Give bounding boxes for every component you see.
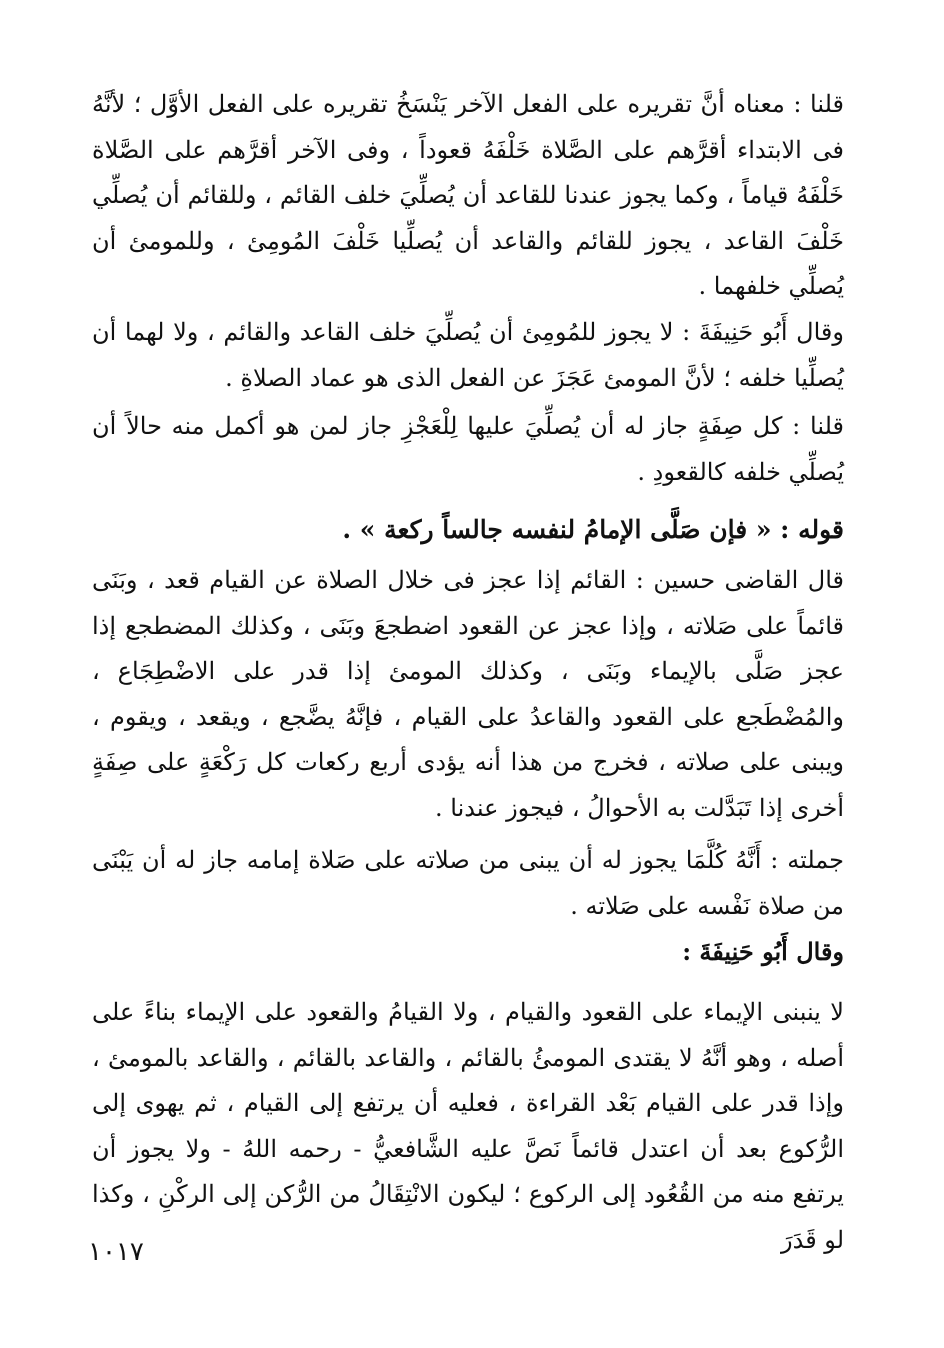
paragraph-2: وقال أَبُو حَنِيفَةَ : لا يجوز للمُومِئ أن يُصلِّيَ خلف القاعد والقائم ، ولا لهما أن يُصلِّيا خلفه ؛ لأنَّ المومئ عَجَزَ عن الفعل الذى هو عماد الصلاةِ . [92,318,844,392]
paragraph-6: لا ينبنى الإيماء على القعود والقيام ، ولا القيامُ والقعود على الإيماء بناءً على أصله ، وهو أنَّهُ لا يقتدى المومئُ بالقائم ، والقاعد بالقائم ، والقاعد بالمومئ ، وإذا قدر على القيام بَعْد القراءة ، فعليه أن يرتفع إلى القيام ، ثم يهوى إلى الرُّكوع بعد أن اعتدل قائماً نَصَّ عليه الشَّافعيُّ - رحمه اللهُ - ولا يجوز أن يرتفع منه من القُعُود إلى الركوع ؛ ليكون الانْتِقَالُ من الرُّكن إلى الركْنِ ، وكذا لو قَدَرَ [92,998,844,1254]
paragraph-1: قلنا : معناه أنَّ تقريره على الفعل الآخر يَنْسَخُ تقريره على الفعل الأوَّل ؛ لأنَّهُ فى الابتداء أقرَّهم على الصَّلاة خَلْفَهُ قعوداً ، وفى الآخر أقرَّهم على الصَّلاة خَلْفَهُ قياماً ، وكما يجوز عندنا للقاعد أن يُصلِّيَ خلف القائم ، وللقائم أن يُصلِّي خَلْفَ القاعد ، يجوز للقائم والقاعد أن يُصلِّيا خَلْفَ المُومِئ ، وللمومئ أن يُصلِّي خلفهما . [92,90,844,300]
page-number: ١٠١٧ [88,1237,144,1267]
abu-hanifa-heading: وقال أَبُو حَنِيفَةَ : [682,937,844,966]
paragraph-4: قال القاضى حسين : القائم إذا عجز فى خلال الصلاة عن القيام قعد ، وبَنَى قائماً على صَلاته ، وإذا عجز عن القعود اضطجعَ وبَنَى ، وكذلك المضطجع إذا عجز صَلَّى بالإيماء وبَنَى ، وكذلك المومئ إذا قدر على الاضْطِجَاع ، والمُضْطَجع على القعود والقاعدُ على القيام ، فإنَّهُ يضَّجع ، ويقعد ، ويقوم ، ويبنى على صلاته ، فخرج من هذا أنه يؤدى أربع ركعات كل رَكْعَةٍ على صِفَةٍ أخرى إذا تَبَدَّلت به الأحوالُ ، فيجوز عندنا . [92,566,845,822]
paragraph-5: جملته : أَنَّهُ كُلَّمَا يجوز له أن يبنى من صلاته على صَلاة إمامه جاز له أن يَبْنَى من صلاة نَفْسه على صَلاته . [92,846,844,920]
paragraph-3: قلنا : كل صِفَةٍ جاز له أن يُصلِّيَ عليها لِلْعَجْزِ جاز لمن هو أكمل منه حالاً أن يُصلِّي خلفه كالقعودِ . [92,412,844,486]
section-heading: قوله : « فإن صَلَّى الإمامُ لنفسه جالساً ركعة » . [342,515,844,544]
